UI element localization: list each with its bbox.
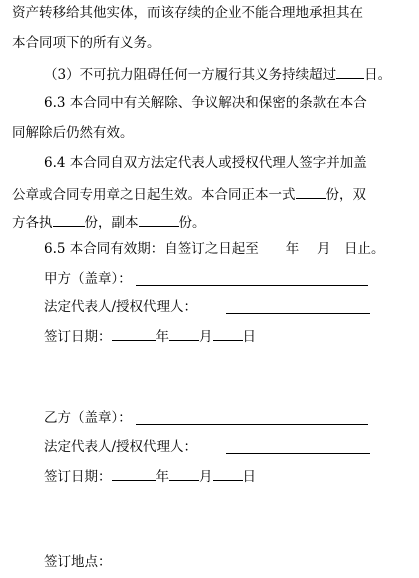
party-b-date (44, 466, 256, 486)
clause-text: 方各执 (12, 215, 53, 231)
days-blank (336, 64, 364, 79)
clause-text: 份，副本 (84, 215, 139, 231)
day-blank[interactable] (213, 466, 243, 481)
clause-6-4-line: 6.4 本合同自双方法定代表人或授权代理人签字并加盖 (44, 155, 367, 171)
paragraph-line: 本合同项下的所有义务。 (12, 35, 161, 51)
duplicate-copies-blank (139, 212, 179, 227)
clause-text: 份，双 (325, 187, 366, 203)
clause-6-3-line: 同解除后仍然有效。 (12, 125, 134, 141)
day-label: 日 (242, 469, 256, 485)
party-b-rep-label: 法定代表人/授权代理人： (44, 439, 198, 455)
party-b-rep-field[interactable] (226, 453, 370, 454)
party-b-name-field[interactable] (136, 424, 368, 425)
year-blank[interactable] (112, 326, 156, 341)
day-label: 日 (242, 329, 256, 345)
party-a-date (44, 326, 256, 346)
clause-text: 公章或合同专用章之日起生效。本合同正本一式 (12, 187, 296, 203)
month-label: 月 (199, 469, 213, 485)
year-label: 年 (155, 329, 169, 345)
party-a-name-field[interactable] (136, 285, 368, 286)
paragraph-line: 资产转移给其他实体，而该存续的企业不能合理地承担其在 (12, 5, 363, 21)
original-copies-blank (296, 184, 326, 199)
clause-text: 份。 (178, 215, 206, 231)
party-a-name-label: 甲方（盖章）： (44, 271, 132, 287)
clause-6-3-line: 6.3 本合同中有关解除、争议解决和保密的条款在本合 (44, 95, 367, 111)
day-blank[interactable] (213, 326, 243, 341)
party-a-rep-field[interactable] (226, 313, 370, 314)
month-label: 月 (199, 329, 213, 345)
force-majeure-clause (44, 64, 391, 84)
signing-place-label: 签订地点： (44, 554, 112, 570)
each-holds-blank (53, 212, 85, 227)
clause-6-4-line (12, 212, 206, 232)
date-label: 签订日期： (44, 329, 112, 345)
clause-6-4-line (12, 184, 366, 204)
clause-text: （3）不可抗力阻碍任何一方履行其义务持续超过 (44, 67, 337, 83)
year-blank[interactable] (112, 466, 156, 481)
month-blank[interactable] (169, 466, 199, 481)
clause-text: 日。 (364, 67, 392, 83)
date-label: 签订日期： (44, 469, 112, 485)
month-blank[interactable] (169, 326, 199, 341)
party-b-name-label: 乙方（盖章）： (44, 410, 132, 426)
clause-6-5-line: 6.5 本合同有效期：自签订之日起至 年 月 日止。 (44, 241, 385, 257)
year-label: 年 (155, 469, 169, 485)
party-a-rep-label: 法定代表人/授权代理人： (44, 299, 198, 315)
